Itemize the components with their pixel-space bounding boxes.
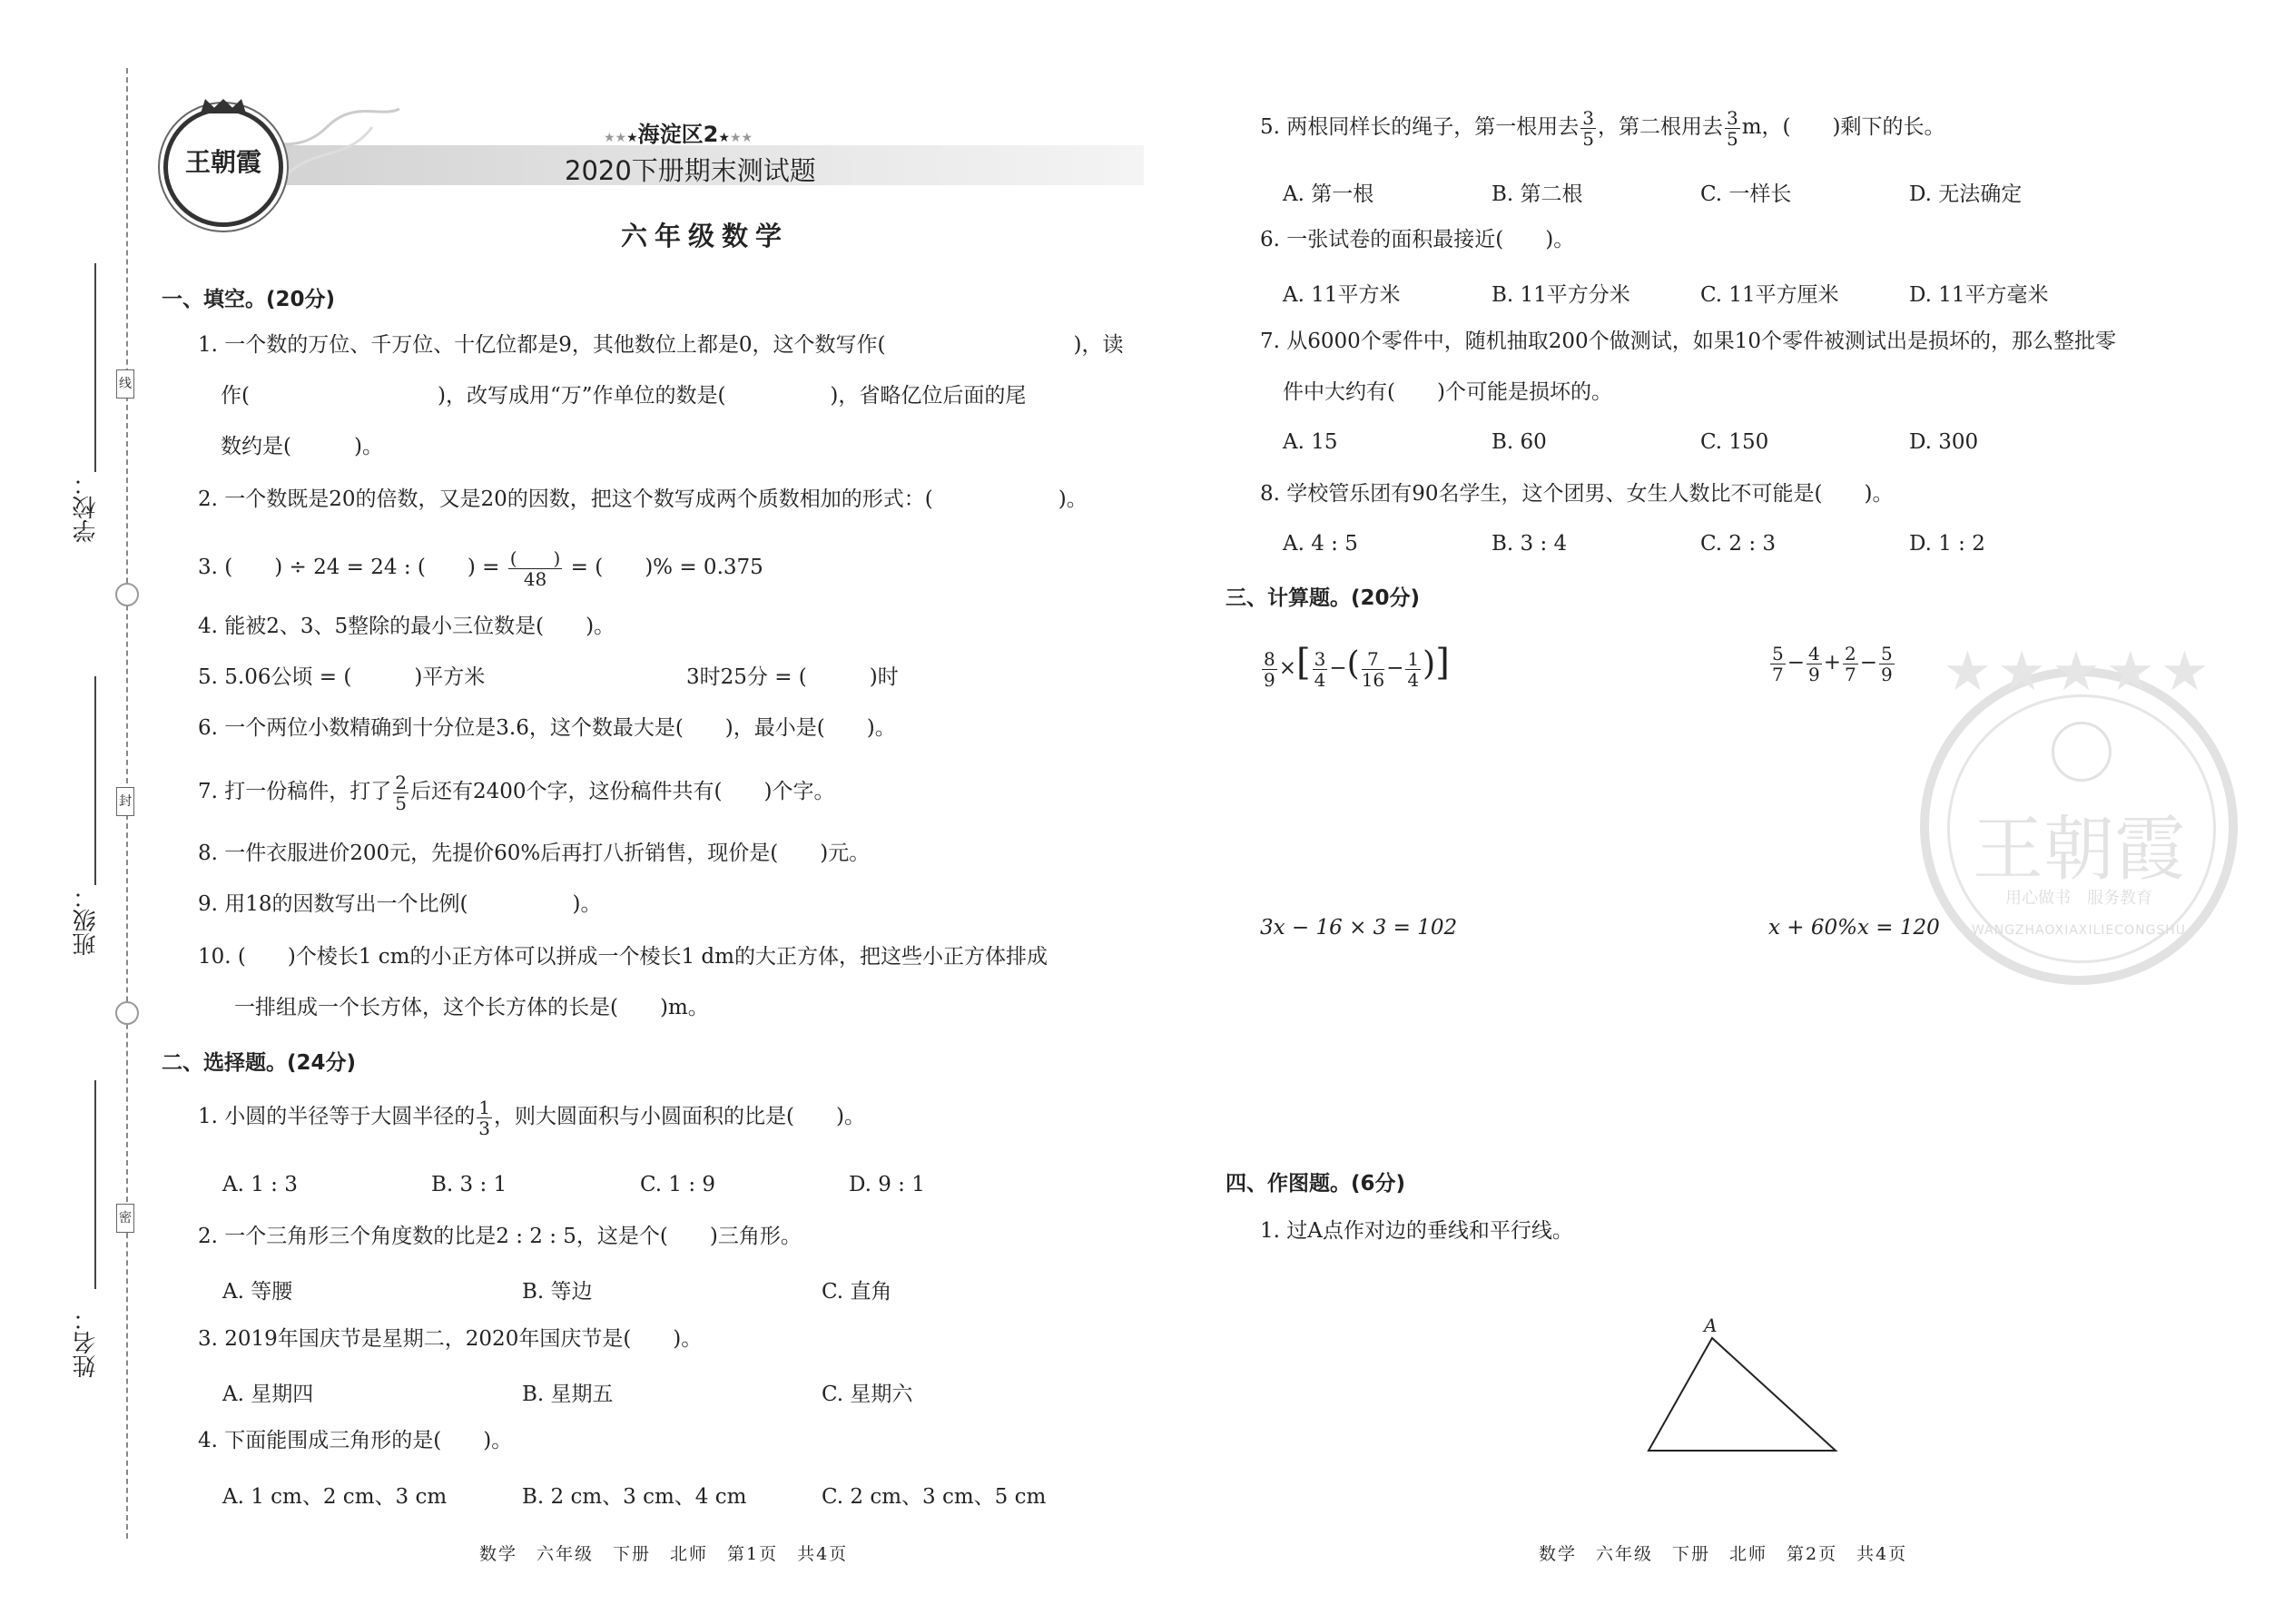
star-icon: ★	[626, 131, 638, 145]
choice-q8: 8. 学校管乐团有90名学生，这个团男、女生人数比不可能是( )。	[1260, 482, 1894, 506]
region-label: ★★★海淀区2★★★	[604, 122, 753, 147]
section-choice-title: 二、选择题。(24分)	[162, 1051, 357, 1075]
fill-q2: 2. 一个数既是20的倍数，又是20的因数，把这个数写成两个质数相加的形式：( )。	[198, 487, 1088, 511]
page1-footer: 数学 六年级 下册 北师 第1页 共4页	[479, 1544, 849, 1564]
fill-q5-a: 5. 5.06公顷 = ( )平方米	[198, 665, 486, 689]
choice-q4-option: C. 2 cm、3 cm、5 cm	[822, 1485, 1047, 1509]
choice-q1-option: D. 9 : 1	[849, 1173, 925, 1196]
school-label: 学校：	[73, 472, 100, 543]
choice-q5-option: D. 无法确定	[1909, 182, 2023, 206]
choice-q1-option: C. 1 : 9	[640, 1173, 716, 1196]
star-icon: ★	[718, 131, 730, 145]
fill-q9: 9. 用18的因数写出一个比例( )。	[198, 892, 602, 916]
calc-expression-2: $\frac{5}{7}$ − $\frac{4}{9}$ + $\frac{2}{7}$ − $\frac{5}{9}$	[1772, 642, 1893, 685]
name-underline	[94, 1080, 96, 1289]
fill-q1-line3: 数约是( )。	[221, 435, 383, 458]
fraction: $\frac{1}{4}$	[1407, 647, 1420, 691]
fill-q10-line2: 一排组成一个长方体，这个长方体的长是( )m。	[234, 996, 709, 1019]
fill-q1-line2: 作( )，改写成用“万”作单位的数是( )，省略亿位后面的尾	[221, 384, 1027, 408]
right-paren: )	[1423, 645, 1436, 683]
choice-q7-option: D. 300	[1909, 430, 1979, 454]
left-paren: (	[1346, 645, 1360, 683]
choice-q5-option: A. 第一根	[1283, 182, 1374, 206]
choice-q2-option: A. 等腰	[222, 1280, 293, 1304]
choice-q6-option: A. 11平方米	[1283, 283, 1401, 307]
calc-expression-1: $\frac{8}{9}$ ×[ $\frac{3}{4}$ −( $\frac{7}{16}$ − $\frac{1}{4}$ )]	[1264, 642, 1450, 691]
choice-q1-option: B. 3 : 1	[431, 1173, 507, 1196]
fill-q1-line1: 1. 一个数的万位、千万位、十亿位都是9，其他数位上都是0，这个数写作( )，读	[198, 333, 1124, 357]
choice-q5-option: C. 一样长	[1700, 182, 1792, 206]
choice-q3: 3. 2019年国庆节是星期二，2020年国庆节是( )。	[198, 1327, 703, 1351]
watermark-portrait-icon	[2052, 722, 2112, 782]
star-icon: ★★	[729, 131, 753, 145]
choice-q4-option: B. 2 cm、3 cm、4 cm	[522, 1485, 747, 1509]
exam-title: 2020下册期末测试题	[565, 155, 816, 186]
choice-q6: 6. 一张试卷的面积最接近( )。	[1260, 228, 1575, 251]
fill-q5-b: 3时25分 = ( )时	[686, 665, 899, 689]
seal-line-box: 线	[116, 369, 134, 399]
class-underline	[94, 676, 96, 885]
choice-q5-option: B. 第二根	[1492, 182, 1583, 206]
fill-q7: 7. 打一份稿件，打了 $\frac{2}{5}$ 后还有2400个字，这份稿件共有( )个字。	[198, 771, 835, 814]
fill-q10-line1: 10. ( )个棱长1 cm的小正方体可以拼成一个棱长1 dm的大正方体，把这些小正方体排成	[198, 945, 1048, 969]
choice-q2-option: C. 直角	[822, 1280, 892, 1304]
margin-ornament-icon	[115, 1001, 139, 1025]
draw-q1: 1. 过A点作对边的垂线和平行线。	[1260, 1219, 1573, 1243]
choice-q6-option: D. 11平方毫米	[1909, 283, 2049, 307]
margin-ornament-icon	[115, 583, 139, 606]
fraction: $\frac{1}{3}$	[478, 1096, 490, 1139]
fraction: $\frac{( )}{48}$	[509, 546, 561, 590]
fraction: $\frac{7}{16}$	[1361, 647, 1385, 691]
fraction: $\frac{3}{4}$	[1314, 647, 1326, 691]
name-label: 姓名：	[73, 1307, 100, 1378]
section-fill-title: 一、填空。(20分)	[162, 288, 336, 311]
class-label: 班级：	[73, 885, 100, 956]
seal-dense-box: 密	[116, 1204, 134, 1233]
watermark-seal	[1920, 640, 2238, 985]
fill-q8: 8. 一件衣服进价200元，先提价60%后再打八折销售，现价是( )元。	[198, 842, 871, 865]
fraction: $\frac{2}{7}$	[1845, 642, 1856, 685]
watermark-brand: 王朝霞	[1972, 809, 2185, 891]
choice-q5: 5. 两根同样长的绳子，第一根用去 $\frac{3}{5}$ ，第二根用去 $\frac{3}{5}$ m，( )剩下的长。	[1260, 106, 1945, 150]
fill-q4: 4. 能被2、3、5整除的最小三位数是( )。	[198, 615, 615, 638]
choice-q3-option: A. 星期四	[222, 1383, 314, 1406]
calc-equation-4: x + 60%x = 120	[1768, 916, 1940, 940]
choice-q7-line1: 7. 从6000个零件中，随机抽取200个做测试，如果10个零件被测试出是损坏的，那么整批零	[1260, 330, 2116, 353]
logo-seal	[163, 107, 283, 227]
section-draw-title: 四、作图题。(6分)	[1226, 1172, 1406, 1196]
calc-equation-3: 3x − 16 × 3 = 102	[1260, 916, 1458, 940]
triangle	[1649, 1338, 1836, 1451]
section-calc-title: 三、计算题。(20分)	[1226, 586, 1421, 610]
fraction: $\frac{8}{9}$	[1264, 647, 1275, 691]
watermark-slogan: 用心做书 服务教育	[2005, 889, 2152, 908]
fraction: $\frac{4}{9}$	[1808, 642, 1820, 685]
left-bracket: [	[1296, 642, 1311, 684]
subject-title: 六年级数学	[621, 221, 790, 251]
page2-footer: 数学 六年级 下册 北师 第2页 共4页	[1539, 1544, 1908, 1564]
choice-q6-option: B. 11平方分米	[1492, 283, 1630, 307]
watermark-pinyin: WANGZHAOXIAXILIECONGSHU	[1971, 923, 2187, 938]
logo-text: 王朝霞	[184, 147, 261, 177]
choice-q7-option: C. 150	[1700, 430, 1769, 454]
vertex-a-label: A	[1704, 1314, 1718, 1336]
choice-q8-option: C. 2 : 3	[1700, 532, 1777, 556]
choice-q3-option: C. 星期六	[822, 1383, 913, 1406]
fill-q3: 3. ( ) ÷ 24 = 24 : ( ) = $\frac{( )}{48}$ = ( )% = 0.375	[198, 546, 763, 590]
choice-q7-option: B. 60	[1492, 430, 1547, 454]
choice-q2: 2. 一个三角形三个角度数的比是2 : 2 : 5，这是个( )三角形。	[198, 1225, 802, 1248]
choice-q3-option: B. 星期五	[522, 1383, 614, 1406]
choice-q6-option: C. 11平方厘米	[1700, 283, 1839, 307]
logo-crown-icon	[201, 99, 246, 113]
right-bracket: ]	[1435, 642, 1450, 684]
school-underline	[94, 263, 96, 472]
choice-q8-option: D. 1 : 2	[1909, 532, 1985, 556]
fill-q6: 6. 一个两位小数精确到十分位是3.6，这个数最大是( )，最小是( )。	[198, 716, 896, 740]
fraction: $\frac{5}{7}$	[1772, 642, 1784, 685]
choice-q2-option: B. 等边	[522, 1280, 593, 1304]
watermark-star-icon: ★★★★★	[1943, 640, 2215, 704]
fraction: $\frac{5}{9}$	[1881, 642, 1893, 685]
choice-q4: 4. 下面能围成三角形的是( )。	[198, 1429, 513, 1452]
choice-q8-option: B. 3 : 4	[1492, 532, 1568, 556]
fraction: $\frac{3}{5}$	[1727, 106, 1738, 150]
fraction: $\frac{3}{5}$	[1582, 106, 1594, 150]
choice-q7-line2: 件中大约有( )个可能是损坏的。	[1283, 380, 1612, 404]
choice-q1-option: A. 1 : 3	[222, 1173, 298, 1196]
triangle-figure	[1634, 1316, 1870, 1462]
choice-q7-option: A. 15	[1283, 430, 1338, 454]
star-icon: ★★	[604, 131, 627, 145]
choice-q4-option: A. 1 cm、2 cm、3 cm	[222, 1485, 448, 1509]
fraction: $\frac{2}{5}$	[395, 771, 407, 814]
choice-q8-option: A. 4 : 5	[1283, 532, 1358, 556]
choice-q1: 1. 小圆的半径等于大圆半径的 $\frac{1}{3}$ ，则大圆面积与小圆面积的比是( )。	[198, 1096, 865, 1139]
seal-seal-box: 封	[116, 787, 134, 816]
